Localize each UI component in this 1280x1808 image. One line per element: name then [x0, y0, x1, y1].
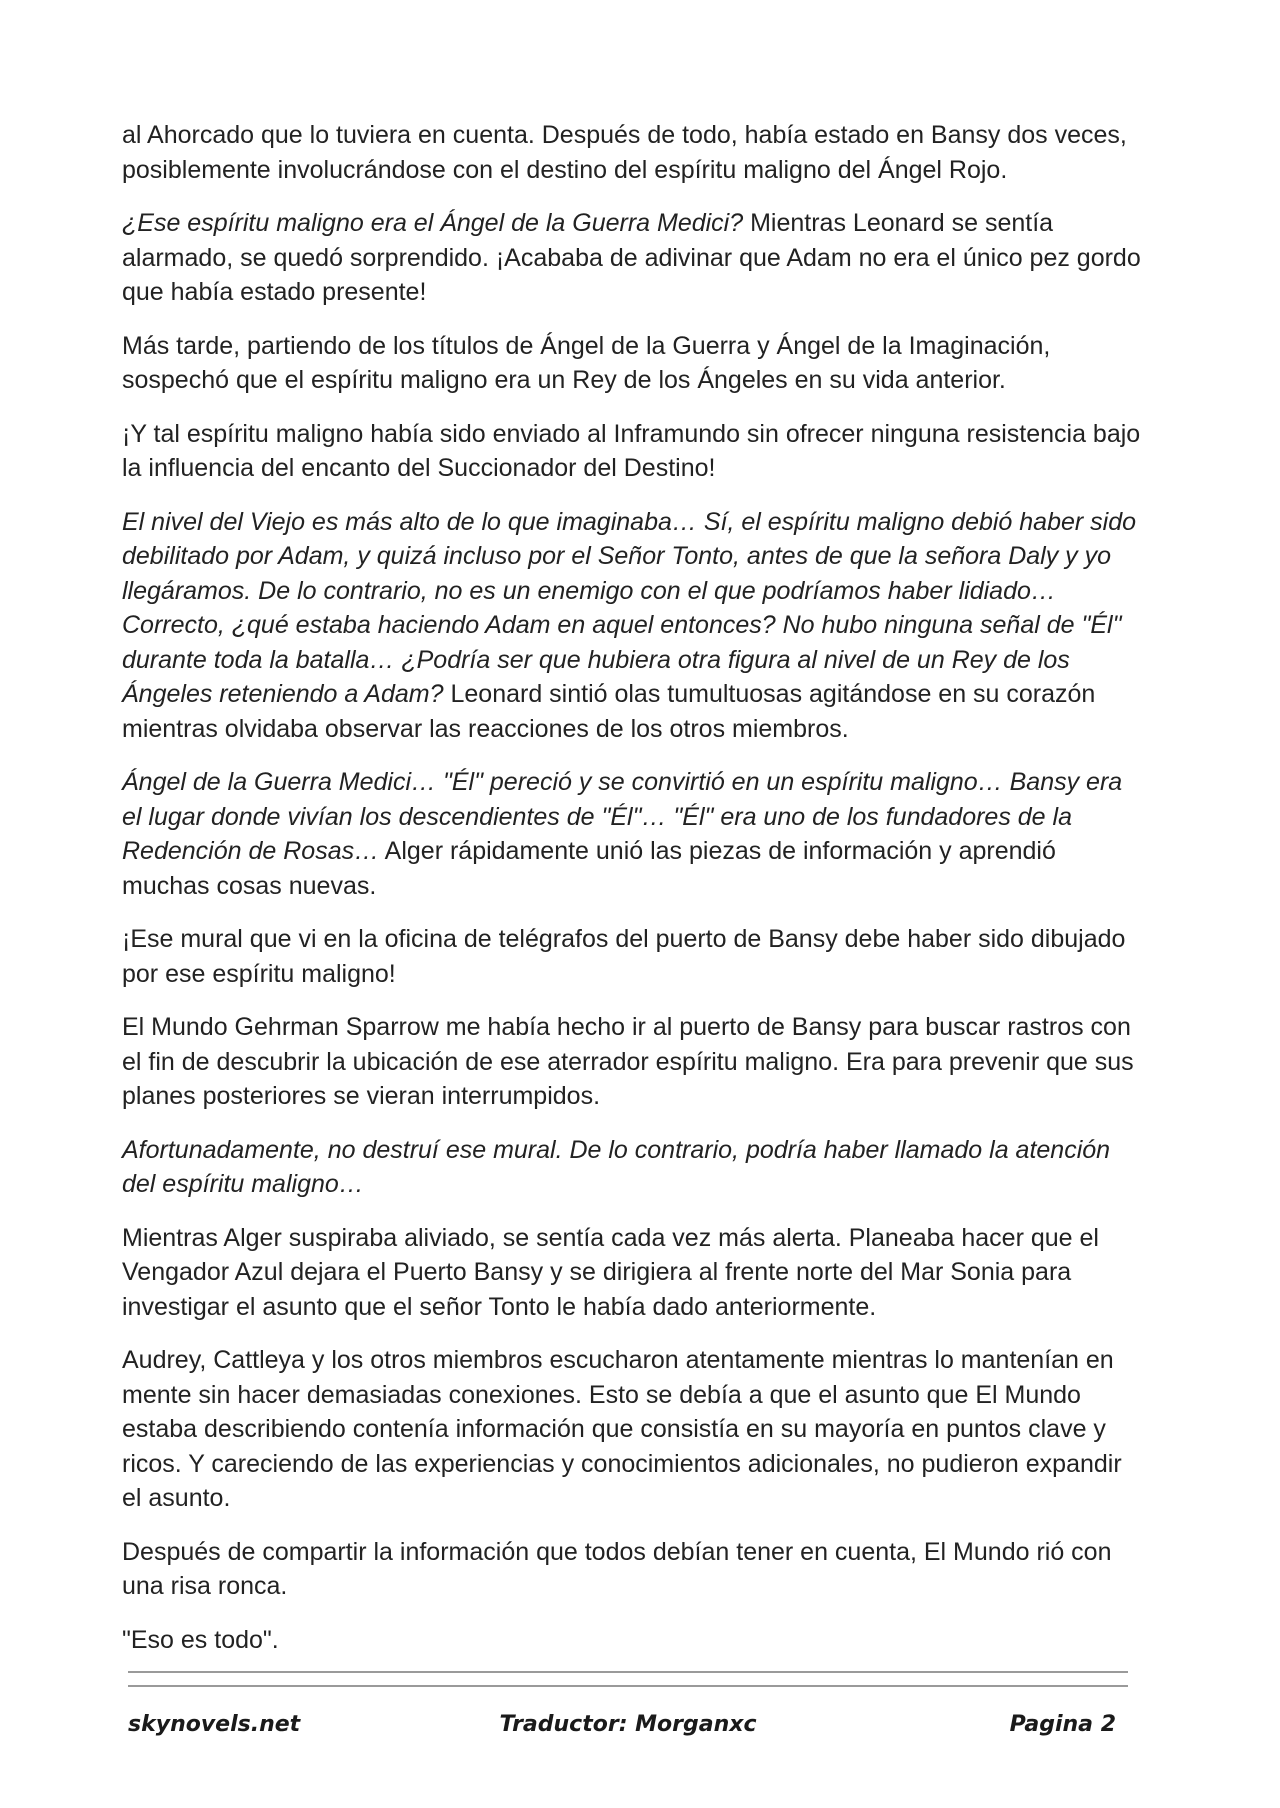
italic-text-run: Ángel de la Guerra Medici… "Él" pereció y se convirtió en un espíritu maligno… Bansy era el lugar donde vivían los descendientes de "Él"… "Él" era uno de los fundadores de la Redención de Rosas…: [122, 768, 1123, 865]
paragraph: [122, 1535, 1142, 1604]
footer-translator: Traductor: Morganxc: [499, 1712, 757, 1737]
text-run: El Mundo Gehrman Sparrow me había hecho ir al puerto de Bansy para buscar rastros con el fin de descubrir la ubicación de ese aterrador espíritu maligno. Era para prevenir que sus planes posteriores se vieran interrumpidos.: [122, 1013, 1134, 1110]
document-body: [122, 118, 1142, 1676]
paragraph: [122, 1623, 1142, 1658]
footer-site: skynovels.net: [128, 1712, 301, 1737]
paragraph: [122, 206, 1142, 310]
paragraph: [122, 118, 1142, 187]
footer-divider-bottom: [128, 1685, 1128, 1687]
text-run: Después de compartir la información que todos debían tener en cuenta, El Mundo rió con una risa ronca.: [122, 1537, 1112, 1600]
text-run: Leonard sintió olas tumultuosas agitándose en su corazón mientras olvidaba observar las reacciones de los otros miembros.: [122, 680, 1096, 743]
italic-text-run: Afortunadamente, no destruí ese mural. De lo contrario, podría haber llamado la atención del espíritu maligno…: [122, 1135, 1111, 1198]
text-run: al Ahorcado que lo tuviera en cuenta. Después de todo, había estado en Bansy dos veces, posiblemente involucrándose con el destino del espíritu maligno del Ángel Rojo.: [122, 121, 1127, 184]
paragraph: [122, 329, 1142, 398]
footer-page-number: Pagina 2: [1009, 1712, 1116, 1737]
footer-divider-top: [128, 1671, 1128, 1673]
page-footer: [128, 1712, 1128, 1748]
paragraph: [122, 417, 1142, 486]
paragraph: [122, 1133, 1142, 1202]
paragraph: [122, 1010, 1142, 1114]
text-run: Mientras Leonard se sentía alarmado, se quedó sorprendido. ¡Acababa de adivinar que Adam no era el único pez gordo que había estado presente!: [122, 209, 1141, 306]
text-run: ¡Y tal espíritu maligno había sido enviado al Inframundo sin ofrecer ninguna resistencia bajo la influencia del encanto del Succionador del Destino!: [122, 419, 1141, 482]
text-run: Audrey, Cattleya y los otros miembros escucharon atentamente mientras lo mantenían en mente sin hacer demasiadas conexiones. Esto se debía a que el asunto que El Mundo estaba describiendo contenía información que consistía en su mayoría en puntos clave y ricos. Y careciendo de las experiencias y conocimientos adicionales, no pudieron expandir el asunto.: [122, 1346, 1122, 1512]
paragraph: [122, 922, 1142, 991]
text-run: Mientras Alger suspiraba aliviado, se sentía cada vez más alerta. Planeaba hacer que el Vengador Azul dejara el Puerto Bansy y se dirigiera al frente norte del Mar Sonia para investigar el asunto que el señor Tonto le había dado anteriormente.: [122, 1223, 1099, 1321]
text-run: Alger rápidamente unió las piezas de información y aprendió muchas cosas nuevas.: [122, 837, 1056, 900]
paragraph: [122, 765, 1142, 903]
paragraph: [122, 1343, 1142, 1516]
italic-text-run: ¿Ese espíritu maligno era el Ángel de la Guerra Medici?: [122, 209, 744, 237]
text-run: ¡Ese mural que vi en la oficina de telégrafos del puerto de Bansy debe haber sido dibujado por ese espíritu maligno!: [122, 925, 1126, 988]
paragraph: [122, 505, 1142, 747]
text-run: "Eso es todo".: [122, 1625, 279, 1654]
paragraph: [122, 1221, 1142, 1325]
italic-text-run: El nivel del Viejo es más alto de lo que imaginaba… Sí, el espíritu maligno debió haber sido debilitado por Adam, y quizá incluso por el Señor Tonto, antes de que la señora Daly y yo llegáramos. De lo contrario, no es un enemigo con el que podríamos haber lidiado… Correcto, ¿qué estaba haciendo Adam en aquel entonces? No hubo ninguna señal de "Él" durante toda la batalla… ¿Podría ser que hubiera otra figura al nivel de un Rey de los Ángeles reteniendo a Adam?: [122, 507, 1137, 708]
text-run: Más tarde, partiendo de los títulos de Ángel de la Guerra y Ángel de la Imaginación, sospechó que el espíritu maligno era un Rey de los Ángeles en su vida anterior.: [122, 331, 1051, 394]
